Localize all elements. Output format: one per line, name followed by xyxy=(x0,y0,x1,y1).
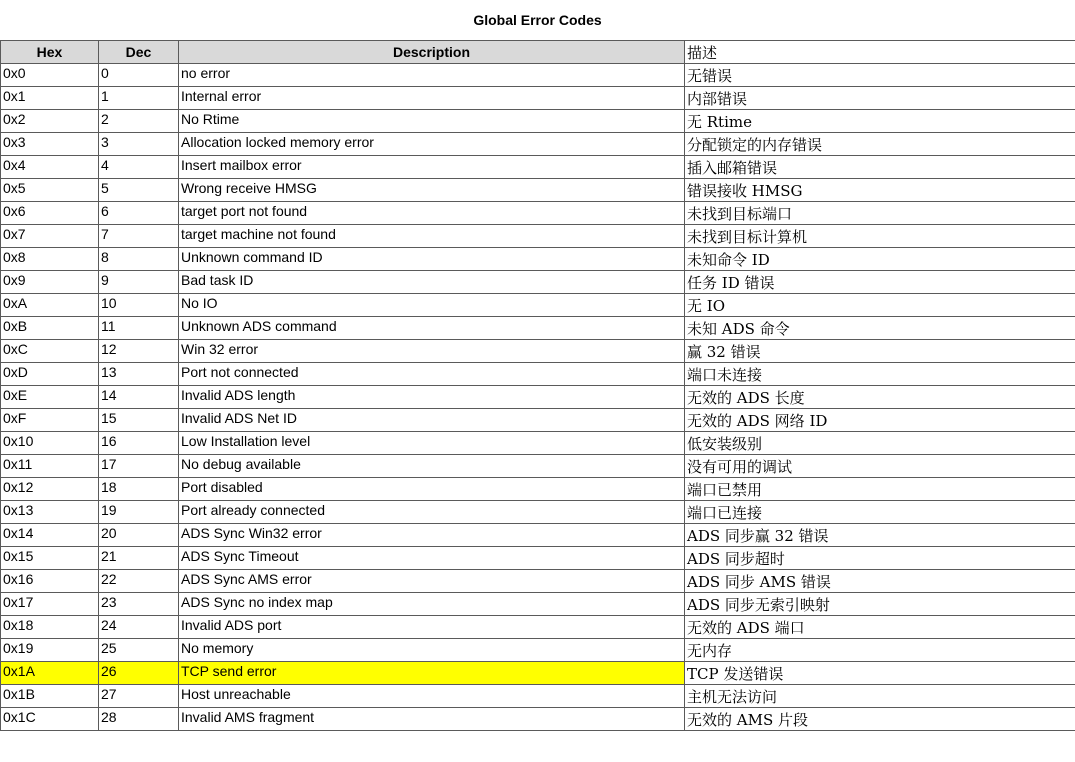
cell-description[interactable]: Port disabled xyxy=(179,478,685,501)
table-row xyxy=(1,409,1075,432)
cell-description[interactable]: Internal error xyxy=(179,87,685,110)
table-row xyxy=(1,340,1075,363)
cell-dec[interactable]: 26 xyxy=(99,662,179,685)
cell-description[interactable]: Invalid ADS Net ID xyxy=(179,409,685,432)
cell-description[interactable]: Insert mailbox error xyxy=(179,156,685,179)
cell-dec[interactable]: 11 xyxy=(99,317,179,340)
cell-dec[interactable]: 10 xyxy=(99,294,179,317)
cell-hex[interactable]: 0x1 xyxy=(1,87,99,110)
table-row xyxy=(1,64,1075,87)
cell-chinese-description[interactable]: 赢 32 错误 xyxy=(685,340,1075,363)
cell-dec[interactable]: 27 xyxy=(99,685,179,708)
cell-chinese-description[interactable]: 未找到目标端口 xyxy=(685,202,1075,225)
cell-description[interactable]: Unknown ADS command xyxy=(179,317,685,340)
cell-description[interactable]: no error xyxy=(179,64,685,87)
cell-chinese-description[interactable]: 无错误 xyxy=(685,64,1075,87)
cell-dec[interactable]: 23 xyxy=(99,593,179,616)
table-row xyxy=(1,317,1075,340)
cell-description[interactable]: Host unreachable xyxy=(179,685,685,708)
table-row xyxy=(1,294,1075,317)
cell-hex[interactable]: 0x0 xyxy=(1,64,99,87)
cell-dec[interactable]: 19 xyxy=(99,501,179,524)
cell-hex[interactable]: 0x11 xyxy=(1,455,99,478)
cell-description[interactable]: Port already connected xyxy=(179,501,685,524)
cell-dec[interactable]: 12 xyxy=(99,340,179,363)
table-row xyxy=(1,87,1075,110)
cell-hex[interactable]: 0xE xyxy=(1,386,99,409)
header-dec[interactable]: Dec xyxy=(99,41,179,64)
cell-chinese-description[interactable]: 无效的 ADS 端口 xyxy=(685,616,1075,639)
cell-chinese-description[interactable]: 任务 ID 错误 xyxy=(685,271,1075,294)
cell-hex[interactable]: 0x10 xyxy=(1,432,99,455)
cell-hex[interactable]: 0x5 xyxy=(1,179,99,202)
cell-dec[interactable]: 25 xyxy=(99,639,179,662)
cell-hex[interactable]: 0xA xyxy=(1,294,99,317)
error-codes-table xyxy=(0,40,1075,731)
cell-dec[interactable]: 24 xyxy=(99,616,179,639)
cell-chinese-description[interactable]: 无 IO xyxy=(685,294,1075,317)
table-row xyxy=(1,524,1075,547)
cell-description[interactable]: Port not connected xyxy=(179,363,685,386)
cell-dec[interactable]: 17 xyxy=(99,455,179,478)
table-row xyxy=(1,386,1075,409)
cell-chinese-description[interactable]: 插入邮箱错误 xyxy=(685,156,1075,179)
cell-hex[interactable]: 0x1B xyxy=(1,685,99,708)
cell-dec[interactable]: 6 xyxy=(99,202,179,225)
cell-description[interactable]: No Rtime xyxy=(179,110,685,133)
table-row xyxy=(1,501,1075,524)
cell-chinese-description[interactable]: 错误接收 HMSG xyxy=(685,179,1075,202)
cell-chinese-description[interactable]: 无效的 AMS 片段 xyxy=(685,708,1075,731)
cell-chinese-description[interactable]: 无内存 xyxy=(685,639,1075,662)
cell-hex[interactable]: 0x14 xyxy=(1,524,99,547)
cell-hex[interactable]: 0x19 xyxy=(1,639,99,662)
cell-dec[interactable]: 13 xyxy=(99,363,179,386)
cell-hex[interactable]: 0x6 xyxy=(1,202,99,225)
cell-description[interactable]: Bad task ID xyxy=(179,271,685,294)
cell-hex[interactable]: 0x7 xyxy=(1,225,99,248)
table-row xyxy=(1,455,1075,478)
cell-chinese-description[interactable]: 无效的 ADS 网络 ID xyxy=(685,409,1075,432)
table-row xyxy=(1,708,1075,731)
cell-hex[interactable]: 0xD xyxy=(1,363,99,386)
table-row xyxy=(1,179,1075,202)
cell-dec[interactable]: 0 xyxy=(99,64,179,87)
table-row xyxy=(1,662,1075,685)
header-chinese-description[interactable]: 描述 xyxy=(685,41,1075,64)
table-row xyxy=(1,570,1075,593)
table-row xyxy=(1,133,1075,156)
cell-dec[interactable]: 8 xyxy=(99,248,179,271)
header-row xyxy=(1,41,1075,64)
cell-hex[interactable]: 0x15 xyxy=(1,547,99,570)
header-description[interactable]: Description xyxy=(179,41,685,64)
cell-description[interactable]: No debug available xyxy=(179,455,685,478)
cell-chinese-description[interactable]: 未找到目标计算机 xyxy=(685,225,1075,248)
cell-dec[interactable]: 7 xyxy=(99,225,179,248)
cell-dec[interactable]: 20 xyxy=(99,524,179,547)
cell-hex[interactable]: 0xF xyxy=(1,409,99,432)
cell-chinese-description[interactable]: ADS 同步 AMS 错误 xyxy=(685,570,1075,593)
cell-chinese-description[interactable]: 主机无法访问 xyxy=(685,685,1075,708)
cell-dec[interactable]: 21 xyxy=(99,547,179,570)
table-row xyxy=(1,478,1075,501)
cell-dec[interactable]: 4 xyxy=(99,156,179,179)
cell-chinese-description[interactable]: 未知 ADS 命令 xyxy=(685,317,1075,340)
sheet-title: Global Error Codes xyxy=(473,12,602,28)
cell-description[interactable]: Invalid ADS length xyxy=(179,386,685,409)
table-row xyxy=(1,110,1075,133)
cell-dec[interactable]: 28 xyxy=(99,708,179,731)
cell-description[interactable]: Unknown command ID xyxy=(179,248,685,271)
cell-hex[interactable]: 0xC xyxy=(1,340,99,363)
cell-hex[interactable]: 0xB xyxy=(1,317,99,340)
cell-dec[interactable]: 1 xyxy=(99,87,179,110)
cell-hex[interactable]: 0x1A xyxy=(1,662,99,685)
cell-dec[interactable]: 22 xyxy=(99,570,179,593)
cell-description[interactable]: TCP send error xyxy=(179,662,685,685)
cell-chinese-description[interactable]: 无效的 ADS 长度 xyxy=(685,386,1075,409)
cell-chinese-description[interactable]: ADS 同步超时 xyxy=(685,547,1075,570)
cell-chinese-description[interactable]: 未知命令 ID xyxy=(685,248,1075,271)
cell-hex[interactable]: 0x2 xyxy=(1,110,99,133)
header-hex[interactable]: Hex xyxy=(1,41,99,64)
cell-chinese-description[interactable]: ADS 同步赢 32 错误 xyxy=(685,524,1075,547)
cell-chinese-description[interactable]: 没有可用的调试 xyxy=(685,455,1075,478)
cell-hex[interactable]: 0x8 xyxy=(1,248,99,271)
table-row xyxy=(1,616,1075,639)
cell-dec[interactable]: 9 xyxy=(99,271,179,294)
cell-description[interactable]: target port not found xyxy=(179,202,685,225)
cell-hex[interactable]: 0x1C xyxy=(1,708,99,731)
cell-chinese-description[interactable]: 内部错误 xyxy=(685,87,1075,110)
cell-dec[interactable]: 16 xyxy=(99,432,179,455)
cell-description[interactable]: No memory xyxy=(179,639,685,662)
cell-hex[interactable]: 0x16 xyxy=(1,570,99,593)
cell-dec[interactable]: 14 xyxy=(99,386,179,409)
cell-description[interactable]: ADS Sync Win32 error xyxy=(179,524,685,547)
table-row xyxy=(1,248,1075,271)
cell-hex[interactable]: 0x4 xyxy=(1,156,99,179)
cell-description[interactable]: ADS Sync no index map xyxy=(179,593,685,616)
cell-dec[interactable]: 5 xyxy=(99,179,179,202)
table-row xyxy=(1,685,1075,708)
cell-chinese-description[interactable]: 端口未连接 xyxy=(685,363,1075,386)
cell-chinese-description[interactable]: 分配锁定的内存错误 xyxy=(685,133,1075,156)
table-row xyxy=(1,225,1075,248)
cell-chinese-description[interactable]: 端口已连接 xyxy=(685,501,1075,524)
cell-description[interactable]: No IO xyxy=(179,294,685,317)
cell-description[interactable]: target machine not found xyxy=(179,225,685,248)
cell-hex[interactable]: 0x18 xyxy=(1,616,99,639)
table-row xyxy=(1,593,1075,616)
cell-dec[interactable]: 15 xyxy=(99,409,179,432)
cell-hex[interactable]: 0x3 xyxy=(1,133,99,156)
table-row xyxy=(1,156,1075,179)
table-row xyxy=(1,363,1075,386)
cell-description[interactable]: ADS Sync Timeout xyxy=(179,547,685,570)
table-row xyxy=(1,432,1075,455)
cell-description[interactable]: Low Installation level xyxy=(179,432,685,455)
cell-dec[interactable]: 18 xyxy=(99,478,179,501)
cell-hex[interactable]: 0x17 xyxy=(1,593,99,616)
cell-dec[interactable]: 3 xyxy=(99,133,179,156)
cell-chinese-description[interactable]: 低安装级别 xyxy=(685,432,1075,455)
cell-chinese-description[interactable]: 端口已禁用 xyxy=(685,478,1075,501)
table-row xyxy=(1,547,1075,570)
cell-description[interactable]: Invalid ADS port xyxy=(179,616,685,639)
cell-hex[interactable]: 0x13 xyxy=(1,501,99,524)
table-row xyxy=(1,271,1075,294)
cell-chinese-description[interactable]: ADS 同步无索引映射 xyxy=(685,593,1075,616)
cell-description[interactable]: Wrong receive HMSG xyxy=(179,179,685,202)
cell-hex[interactable]: 0x12 xyxy=(1,478,99,501)
table-row xyxy=(1,202,1075,225)
table-row xyxy=(1,639,1075,662)
cell-dec[interactable]: 2 xyxy=(99,110,179,133)
cell-description[interactable]: Allocation locked memory error xyxy=(179,133,685,156)
cell-description[interactable]: Invalid AMS fragment xyxy=(179,708,685,731)
cell-chinese-description[interactable]: TCP 发送错误 xyxy=(685,662,1075,685)
cell-description[interactable]: ADS Sync AMS error xyxy=(179,570,685,593)
cell-hex[interactable]: 0x9 xyxy=(1,271,99,294)
cell-description[interactable]: Win 32 error xyxy=(179,340,685,363)
cell-chinese-description[interactable]: 无 Rtime xyxy=(685,110,1075,133)
